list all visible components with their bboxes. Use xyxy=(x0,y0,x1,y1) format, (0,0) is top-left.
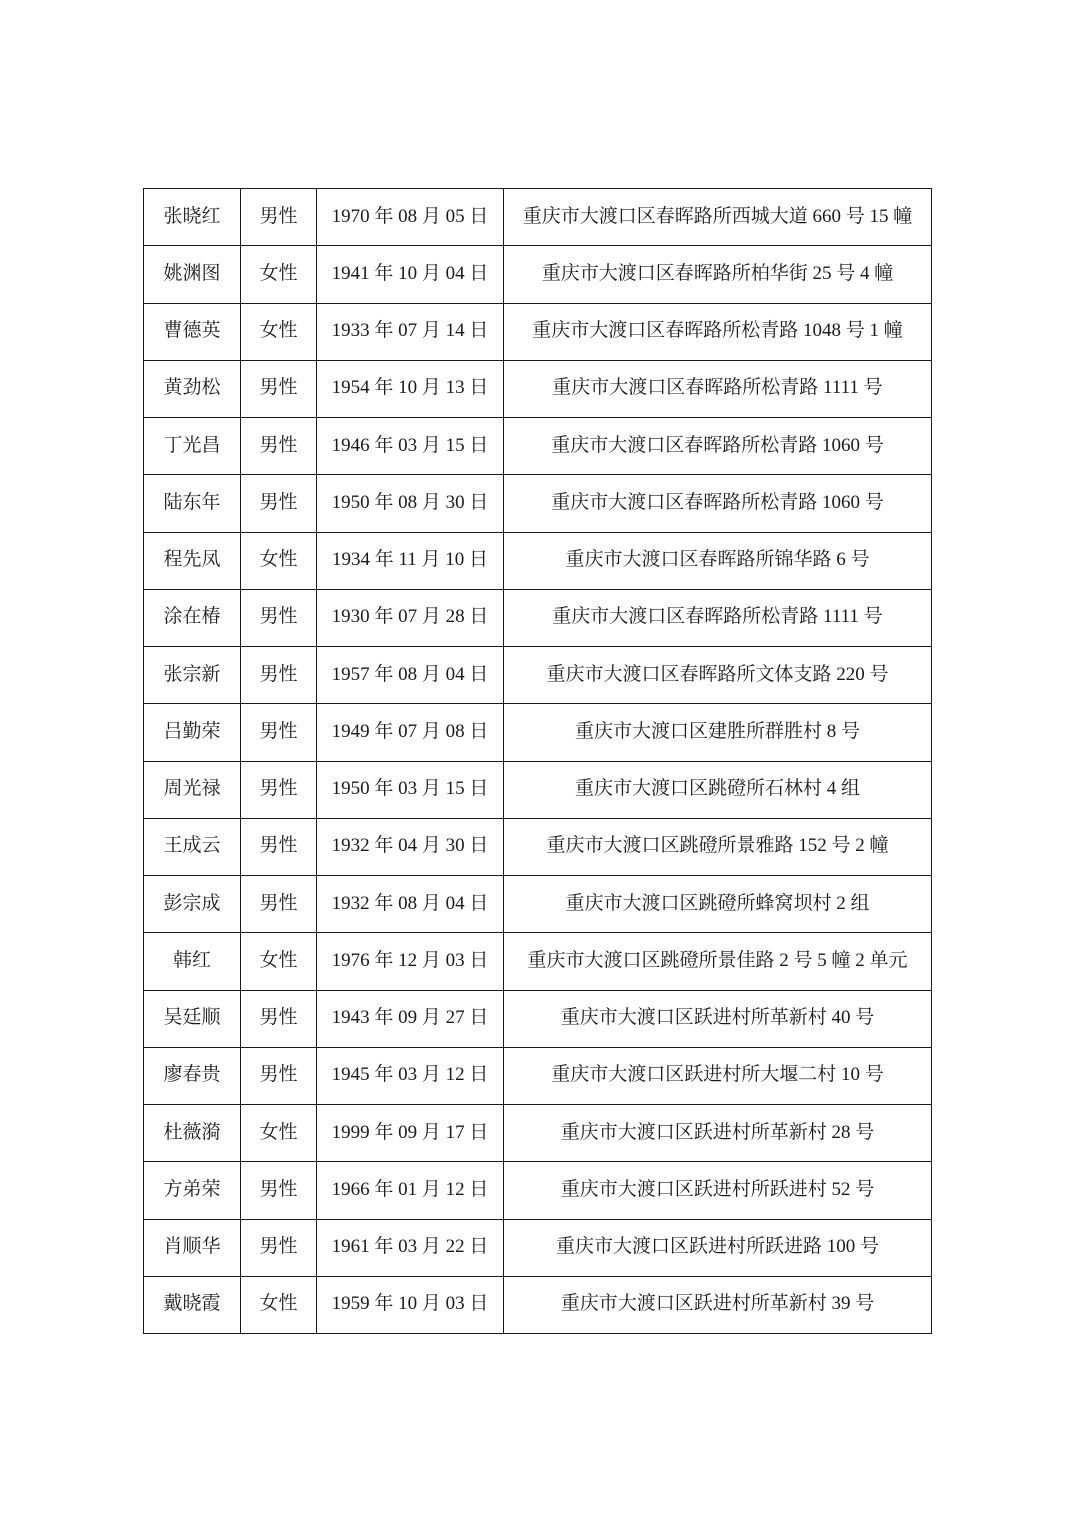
records-table xyxy=(143,188,932,1334)
cell-gender: 男性 xyxy=(241,418,317,475)
cell-birth-date: 1954 年 10 月 13 日 xyxy=(317,360,504,417)
cell-gender: 女性 xyxy=(241,246,317,303)
table-row xyxy=(144,933,932,990)
cell-address: 重庆市大渡口区春晖路所西城大道 660 号 15 幢 xyxy=(504,189,932,246)
cell-birth-date: 1930 年 07 月 28 日 xyxy=(317,589,504,646)
cell-gender: 男性 xyxy=(241,189,317,246)
cell-gender: 男性 xyxy=(241,475,317,532)
table-row xyxy=(144,1105,932,1162)
cell-address: 重庆市大渡口区春晖路所松青路 1060 号 xyxy=(504,475,932,532)
cell-address: 重庆市大渡口区跃进村所跃进路 100 号 xyxy=(504,1219,932,1276)
cell-birth-date: 1970 年 08 月 05 日 xyxy=(317,189,504,246)
cell-address: 重庆市大渡口区跃进村所革新村 28 号 xyxy=(504,1105,932,1162)
cell-birth-date: 1999 年 09 月 17 日 xyxy=(317,1105,504,1162)
table-row xyxy=(144,990,932,1047)
cell-birth-date: 1966 年 01 月 12 日 xyxy=(317,1162,504,1219)
cell-gender: 女性 xyxy=(241,933,317,990)
cell-birth-date: 1941 年 10 月 04 日 xyxy=(317,246,504,303)
cell-name: 方弟荣 xyxy=(144,1162,241,1219)
cell-address: 重庆市大渡口区春晖路所文体支路 220 号 xyxy=(504,647,932,704)
cell-birth-date: 1961 年 03 月 22 日 xyxy=(317,1219,504,1276)
cell-address: 重庆市大渡口区建胜所群胜村 8 号 xyxy=(504,704,932,761)
cell-address: 重庆市大渡口区春晖路所松青路 1111 号 xyxy=(504,589,932,646)
cell-gender: 男性 xyxy=(241,589,317,646)
cell-address: 重庆市大渡口区跃进村所跃进村 52 号 xyxy=(504,1162,932,1219)
cell-name: 杜薇漪 xyxy=(144,1105,241,1162)
table-row xyxy=(144,360,932,417)
cell-address: 重庆市大渡口区春晖路所柏华街 25 号 4 幢 xyxy=(504,246,932,303)
cell-gender: 男性 xyxy=(241,1047,317,1104)
cell-birth-date: 1949 年 07 月 08 日 xyxy=(317,704,504,761)
table-row xyxy=(144,818,932,875)
cell-address: 重庆市大渡口区跃进村所革新村 40 号 xyxy=(504,990,932,1047)
table-row xyxy=(144,761,932,818)
cell-name: 韩红 xyxy=(144,933,241,990)
cell-name: 程先凤 xyxy=(144,532,241,589)
table-row xyxy=(144,589,932,646)
cell-address: 重庆市大渡口区跳磴所景佳路 2 号 5 幢 2 单元 xyxy=(504,933,932,990)
cell-address: 重庆市大渡口区跃进村所革新村 39 号 xyxy=(504,1276,932,1333)
cell-name: 张宗新 xyxy=(144,647,241,704)
cell-gender: 男性 xyxy=(241,876,317,933)
cell-gender: 男性 xyxy=(241,647,317,704)
cell-name: 肖顺华 xyxy=(144,1219,241,1276)
cell-name: 彭宗成 xyxy=(144,876,241,933)
cell-birth-date: 1959 年 10 月 03 日 xyxy=(317,1276,504,1333)
cell-birth-date: 1976 年 12 月 03 日 xyxy=(317,933,504,990)
cell-address: 重庆市大渡口区春晖路所松青路 1048 号 1 幢 xyxy=(504,303,932,360)
table-row xyxy=(144,532,932,589)
cell-name: 周光禄 xyxy=(144,761,241,818)
cell-birth-date: 1933 年 07 月 14 日 xyxy=(317,303,504,360)
table-row xyxy=(144,475,932,532)
table-row xyxy=(144,1047,932,1104)
cell-name: 姚渊图 xyxy=(144,246,241,303)
records-table-body xyxy=(144,189,932,1334)
table-row xyxy=(144,418,932,475)
cell-name: 吴廷顺 xyxy=(144,990,241,1047)
cell-name: 陆东年 xyxy=(144,475,241,532)
table-row xyxy=(144,1162,932,1219)
cell-birth-date: 1946 年 03 月 15 日 xyxy=(317,418,504,475)
cell-gender: 男性 xyxy=(241,360,317,417)
cell-birth-date: 1950 年 08 月 30 日 xyxy=(317,475,504,532)
table-row xyxy=(144,876,932,933)
cell-name: 黄劲松 xyxy=(144,360,241,417)
cell-address: 重庆市大渡口区春晖路所松青路 1111 号 xyxy=(504,360,932,417)
table-row xyxy=(144,647,932,704)
cell-birth-date: 1932 年 04 月 30 日 xyxy=(317,818,504,875)
table-row xyxy=(144,303,932,360)
cell-gender: 女性 xyxy=(241,303,317,360)
cell-birth-date: 1932 年 08 月 04 日 xyxy=(317,876,504,933)
cell-gender: 女性 xyxy=(241,1276,317,1333)
cell-birth-date: 1957 年 08 月 04 日 xyxy=(317,647,504,704)
cell-address: 重庆市大渡口区春晖路所松青路 1060 号 xyxy=(504,418,932,475)
cell-birth-date: 1950 年 03 月 15 日 xyxy=(317,761,504,818)
cell-name: 廖春贵 xyxy=(144,1047,241,1104)
cell-name: 张晓红 xyxy=(144,189,241,246)
cell-birth-date: 1934 年 11 月 10 日 xyxy=(317,532,504,589)
cell-gender: 男性 xyxy=(241,761,317,818)
cell-address: 重庆市大渡口区跃进村所大堰二村 10 号 xyxy=(504,1047,932,1104)
table-row xyxy=(144,246,932,303)
table-row xyxy=(144,704,932,761)
cell-gender: 男性 xyxy=(241,1219,317,1276)
cell-birth-date: 1945 年 03 月 12 日 xyxy=(317,1047,504,1104)
cell-address: 重庆市大渡口区跳磴所石林村 4 组 xyxy=(504,761,932,818)
cell-name: 吕勤荣 xyxy=(144,704,241,761)
table-row xyxy=(144,189,932,246)
table-row xyxy=(144,1219,932,1276)
cell-gender: 男性 xyxy=(241,990,317,1047)
cell-name: 戴晓霞 xyxy=(144,1276,241,1333)
cell-address: 重庆市大渡口区春晖路所锦华路 6 号 xyxy=(504,532,932,589)
cell-name: 王成云 xyxy=(144,818,241,875)
cell-gender: 男性 xyxy=(241,818,317,875)
cell-name: 丁光昌 xyxy=(144,418,241,475)
cell-gender: 男性 xyxy=(241,1162,317,1219)
cell-birth-date: 1943 年 09 月 27 日 xyxy=(317,990,504,1047)
table-row xyxy=(144,1276,932,1333)
cell-gender: 男性 xyxy=(241,704,317,761)
cell-address: 重庆市大渡口区跳磴所景雅路 152 号 2 幢 xyxy=(504,818,932,875)
cell-name: 曹德英 xyxy=(144,303,241,360)
cell-gender: 女性 xyxy=(241,532,317,589)
cell-address: 重庆市大渡口区跳磴所蜂窝坝村 2 组 xyxy=(504,876,932,933)
cell-name: 涂在椿 xyxy=(144,589,241,646)
cell-gender: 女性 xyxy=(241,1105,317,1162)
